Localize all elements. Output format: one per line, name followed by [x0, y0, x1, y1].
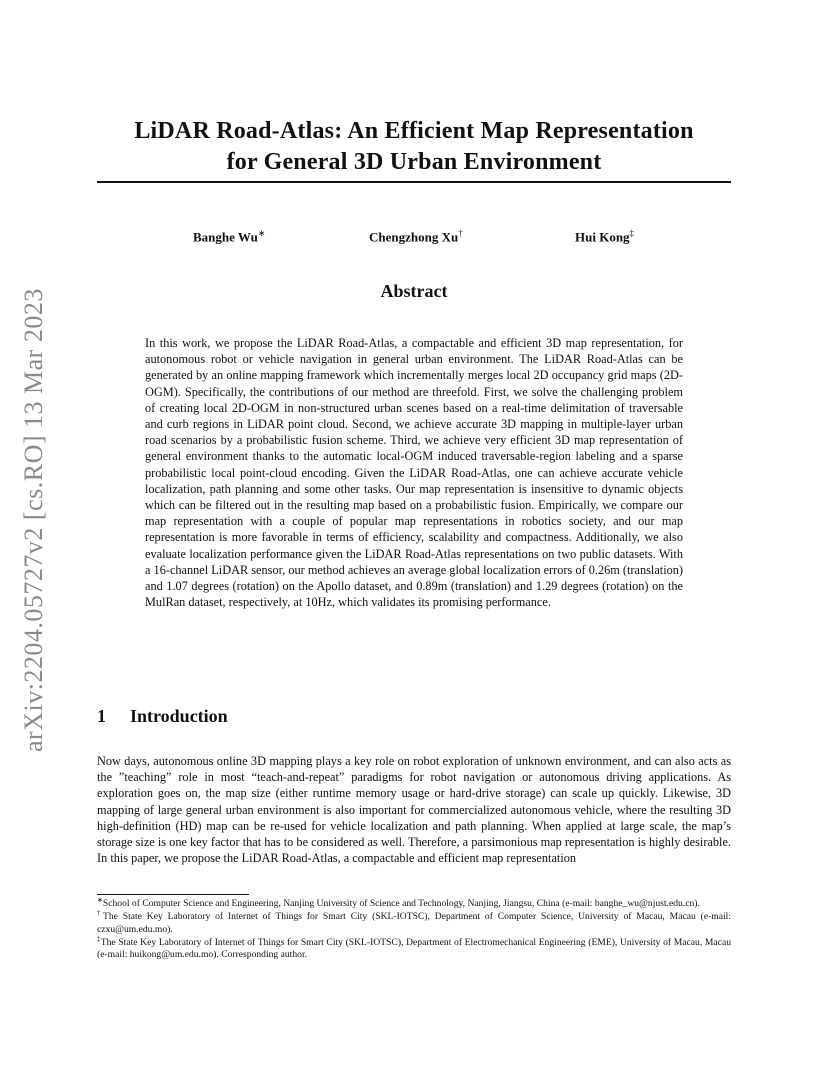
author-1-mark: ∗ — [257, 228, 266, 238]
author-2-mark: † — [458, 228, 463, 238]
arxiv-identifier: arXiv:2204.05727v2 [cs.RO] 13 Mar 2023 — [19, 288, 48, 752]
footnote-rule — [97, 894, 249, 895]
introduction-text: Now days, autonomous online 3D mapping plays a key role on robot exploration of unknown environment, and can also acts as the ”teaching” role in most “teach-and-repeat” paradigms for robot navigation or autonomous driving applications. As exploration goes on, the map size (either runtime memory usage or hard-drive storage) can scale up quickly. Likewise, 3D mapping of large general urban environment is also important for commercialized autonomous vehicle, where the resulting 3D high-definition (HD) map can be re-used for vehicle localization and path planning. When applied at large scale, the map’s storage size is one key factor that has to be considered as well. Therefore, a parsimonious map representation is highly desirable. In this paper, we propose the LiDAR Road-Atlas, a compactable and efficient map representation — [97, 754, 731, 866]
footnote-3: ‡The State Key Laboratory of Internet of Things for Smart City (SKL-IOTSC), Department of Electromechanical Engineering (EME), University of Macau, Macau (e-mail: huikong@um.edu.mo). Corresponding author. — [97, 934, 732, 961]
title-line-1: LiDAR Road-Atlas: An Efficient Map Representation — [134, 118, 694, 144]
author-1: Banghe Wu∗ — [193, 228, 266, 245]
section-number: 1 — [97, 706, 106, 726]
title-line-2: for General 3D Urban Environment — [226, 149, 602, 175]
footnotes — [97, 895, 732, 962]
footnote-1: ∗School of Computer Science and Engineering, Nanjing University of Science and Technology, Nanjing, Jiangsu, China (e-mail: banghe_wu@njust.edu.cn). — [97, 895, 700, 909]
author-2: Chengzhong Xu† — [369, 228, 463, 245]
paper-title — [97, 116, 731, 178]
section-title: Introduction — [130, 706, 228, 726]
title-rule — [97, 181, 731, 183]
author-list — [97, 228, 731, 248]
author-3: Hui Kong‡ — [575, 228, 635, 245]
author-3-mark: ‡ — [629, 228, 635, 238]
section-heading — [97, 706, 228, 727]
abstract-heading: Abstract — [380, 281, 448, 301]
abstract-text: In this work, we propose the LiDAR Road-Atlas, a compactable and efficient 3D map representation, for autonomous robot or vehicle navigation in general urban environment. The LiDAR Road-Atlas can be generated by an online mapping framework which incrementally merges local 2D occupancy grid maps (2D-OGM). Specifically, the contributions of our method are threefold. First, we solve the challenging problem of creating local 2D-OGM in non-structured urban scenes based on a real-time delimitation of traversable and curb regions in LiDAR point cloud. Second, we achieve accurate 3D mapping in multiple-layer urban road scenarios by a probabilistic fusion scheme. Third, we achieve very efficient 3D map representation of general environment thanks to the automatic local-OGM induced traversable-region labeling and a sparse probabilistic local point-cloud encoding. Given the LiDAR Road-Atlas, one can achieve accurate vehicle localization, path planning and some other tasks. Our map representation is insensitive to dynamic objects which can be filtered out in the resulting map based on a probabilistic fusion. Empirically, we compare our map representation with a couple of popular map representations in robotics society, and our map representation is more favorable in terms of efficiency, scalability and compactness. Additionally, we also evaluate localization performance given the LiDAR Road-Atlas representations on two public datasets. With a 16-channel LiDAR sensor, our method achieves an average global localization errors of 0.26m (translation) and 1.07 degrees (rotation) on the Apollo dataset, and 0.89m (translation) and 1.29 degrees (rotation) on the MulRan dataset, respectively, at 10Hz, which validates its promising performance. — [145, 336, 683, 610]
footnote-2: †The State Key Laboratory of Internet of Things for Smart City (SKL-IOTSC), Department of Computer Science, University of Macau, Macau (e-mail: czxu@um.edu.mo). — [97, 909, 732, 935]
